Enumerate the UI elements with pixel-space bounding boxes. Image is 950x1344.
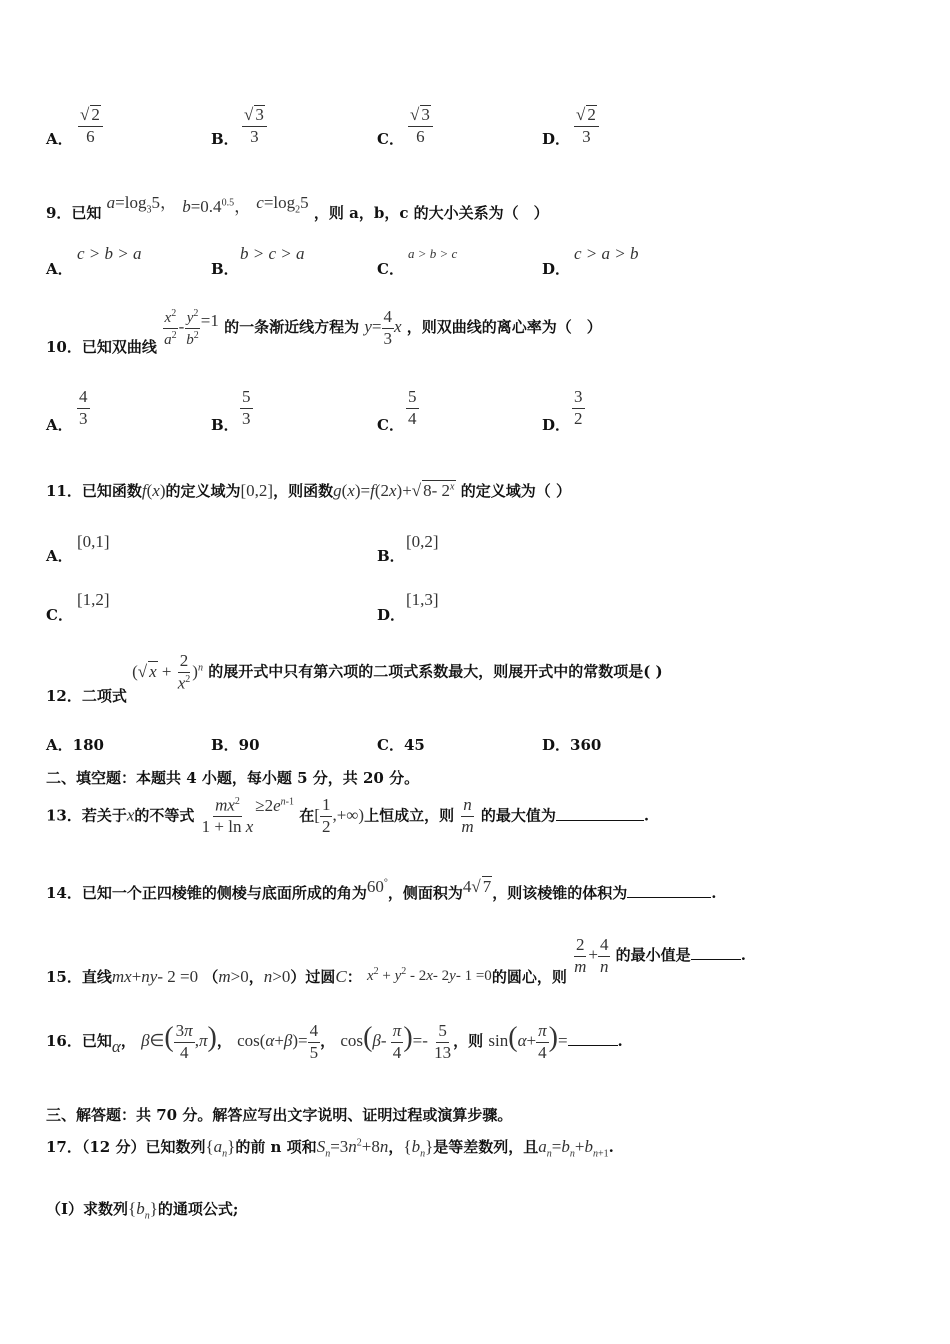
section-3-heading: 三、解答题：共 70 分。解答应写出文字说明、证明过程或演算步骤。 [46, 1106, 513, 1124]
q12-option-c: C．45 [377, 736, 425, 754]
q8-option-d-value: $\frac{√ 2}{3}$ [574, 105, 599, 146]
q8-option-c-value: $\frac{√ 3}{6}$ [408, 105, 433, 146]
q11-option-b-value: [0,2] [406, 532, 439, 551]
q9-option-c-label: C． [377, 260, 404, 278]
q12-option-d: D．360 [542, 736, 602, 754]
q8-option-a-label: A． [46, 130, 73, 148]
q9-option-d-value: c > a > b [574, 244, 639, 263]
q10-option-a-label: A． [46, 416, 73, 434]
q11-option-b-label: B． [377, 547, 405, 565]
q8-option-b-value: $\frac{√ 3}{3}$ [242, 105, 267, 146]
q11-option-a-label: A． [46, 547, 73, 565]
q15-answer-blank[interactable] [691, 959, 741, 960]
question-10: 10．已知双曲线 $\frac{x^2}{a^2}$ - $\frac{y^2}{b^2}$ =1 的一条渐近线方程为 y= $\frac{4}{3}$ x ，则双曲线的离心率为（ ） [46, 307, 602, 357]
q9-option-b-value: b > c > a [240, 244, 305, 263]
q11-option-c-value: [1,2] [77, 590, 110, 609]
q13-answer-blank[interactable] [556, 820, 644, 821]
question-17-part-1: （Ⅰ）求数列$\{b_n\}$的通项公式; [46, 1199, 239, 1222]
q9-expr-a: a [106, 193, 116, 212]
question-12: 12．二项式 (√ x + $\frac{2}{x^2}$ )$^n$ 的展开式中只有第六项的二项式系数最大，则展开式中的常数项是( ) [46, 651, 663, 705]
question-11: 11．已知函数f(x)的定义域为[0,2]，则函数g(x)=f(2x)+√ 8- 2$^x$ 的定义域为（ ） [46, 481, 571, 500]
q12-option-b: B．90 [211, 736, 260, 754]
q11-option-c-label: C． [46, 606, 73, 624]
q10-option-a-value: $\frac{4}{3}$ [79, 387, 88, 428]
q12-option-a: A．180 [46, 736, 104, 754]
q10-option-b-label: B． [211, 416, 239, 434]
question-17: 17．（12 分）已知数列$\{a_n\}$的前 n 项和$S_n=3n^2+8n$，$\{b_n\}$是等差数列，且$a_n=b_n+b_{n+1}$. [46, 1137, 614, 1160]
q8-option-d-label: D． [542, 130, 571, 148]
q10-option-c-value: $\frac{5}{4}$ [408, 387, 417, 428]
q10-option-c-label: C． [377, 416, 404, 434]
q8-option-b-label: B． [211, 130, 239, 148]
q9-option-c-value: a > b > c [408, 246, 458, 261]
q11-option-a-value: [0,1] [77, 532, 110, 551]
question-13: 13．若关于x的不等式 $\frac{mx^2}{\text{1 + ln x}}$ $\ge 2e^{n-1}$ 在[ $\frac{1}{2}$ ,+∞)上恒成立，则 $\frac{n}{m}$ 的最大值为 . [46, 795, 650, 837]
q9-option-a-value: c > b > a [77, 244, 142, 263]
q8-option-c-label: C． [377, 130, 404, 148]
q9-option-a-label: A． [46, 260, 73, 278]
question-14: 14．已知一个正四棱锥的侧棱与底面所成的角为60°，侧面积为4√ 7，则该棱锥的体积为 . [46, 877, 717, 902]
q10-option-d-value: $\frac{3}{2}$ [574, 387, 583, 428]
q14-answer-blank[interactable] [627, 897, 711, 898]
q11-option-d-value: [1,3] [406, 590, 439, 609]
q8-option-a-value: $\frac{√ 2}{6}$ [78, 105, 103, 146]
question-15: 15．直线mx+ny- 2 =0 （m>0，n>0）过圆C： $x^2 + y^2 - 2x-$ 2y- 1 =0的圆心，则 $\frac{2}{m}$ + $\frac{4}{n}$ 的最小值是 . [46, 935, 746, 987]
q9-option-b-label: B． [211, 260, 239, 278]
q9-option-d-label: D． [542, 260, 571, 278]
q10-option-d-label: D． [542, 416, 571, 434]
question-9: 9．已知 $a=\log_35$， $b=0.4^{0.5}$， $c=\log_25$ ，则 a，b，c 的大小关系为（ ） [46, 193, 549, 222]
q10-option-b-value: $\frac{5}{3}$ [242, 387, 251, 428]
q11-option-d-label: D． [377, 606, 406, 624]
q16-answer-blank[interactable] [568, 1045, 618, 1046]
section-2-heading: 二、填空题：本题共 4 小题，每小题 5 分，共 20 分。 [46, 769, 420, 787]
question-16: 16．已知α， β∈( $\frac{3\pi}{4}$ ,π)， cos(α+β)= $\frac{4}{5}$ ， cos(β- $\frac{\pi}{4}$ )=- $\frac{5}{13}$ ，则 sin(α+ $\frac{\pi}{4}$ )= . [46, 1021, 623, 1062]
